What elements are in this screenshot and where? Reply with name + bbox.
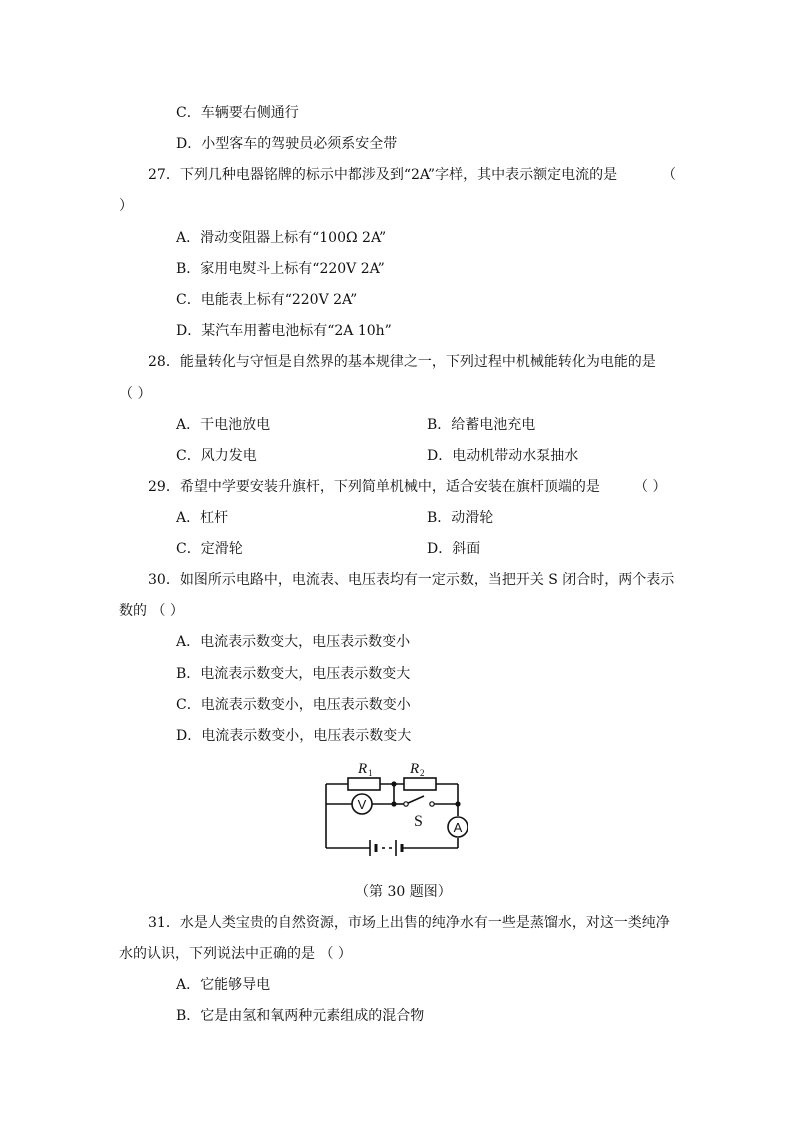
q27-paren-open: （ xyxy=(662,167,676,183)
voltmeter-label: V xyxy=(357,797,367,812)
q27-option-d: D．某汽车用蓄电池标有“2A 10h” xyxy=(176,323,392,339)
q27-paren-close: ） xyxy=(119,198,133,214)
q31-option-a: A．它能够导电 xyxy=(176,977,271,993)
q28-paren: （ ） xyxy=(119,386,152,402)
q28-option-b: B．给蓄电池充电 xyxy=(427,417,536,433)
q30-option-c: C．电流表示数变小，电压表示数变小 xyxy=(176,697,411,713)
q26-option-c: C．车辆要右侧通行 xyxy=(176,105,299,121)
q27-stem: 27．下列几种电器铭牌的标示中都涉及到“2A”字样，其中表示额定电流的是 xyxy=(148,167,618,183)
circuit-diagram xyxy=(318,756,468,862)
figure-caption: （第 30 题图） xyxy=(355,884,452,900)
q31-stem-line2: 水的认识，下列说法中正确的是 （ ） xyxy=(119,946,352,962)
q28-option-c: C．风力发电 xyxy=(176,448,257,464)
q29-paren: （ ） xyxy=(634,479,667,495)
q30-stem-line2: 数的 （ ） xyxy=(119,603,184,619)
switch-blade xyxy=(406,796,424,804)
q29-option-d: D．斜面 xyxy=(427,541,481,557)
q28-option-d: D．电动机带动水泵抽水 xyxy=(427,448,579,464)
r1-subscript: 1 xyxy=(368,768,373,778)
q27-option-c: C．电能表上标有“220V 2A” xyxy=(176,292,358,308)
q31-stem-line1: 31．水是人类宝贵的自然资源，市场上出售的纯净水有一些是蒸馏水，对这一类纯净 xyxy=(148,915,670,931)
q31-option-b: B．它是由氢和氧两种元素组成的混合物 xyxy=(176,1008,425,1024)
resistor-r1 xyxy=(348,778,380,790)
r1-label: R xyxy=(358,761,368,777)
q28-stem: 28．能量转化与守恒是自然界的基本规律之一，下列过程中机械能转化为电能的是 xyxy=(148,354,656,370)
q30-option-b: B．电流表示数变大，电压表示数变大 xyxy=(176,666,411,682)
q29-stem: 29．希望中学要安装升旗杆，下列简单机械中，适合安装在旗杆顶端的是 xyxy=(148,479,600,495)
r2-subscript: 2 xyxy=(420,768,425,778)
q29-option-a: A．杠杆 xyxy=(176,510,229,526)
q27-option-b: B．家用电熨斗上标有“220V 2A” xyxy=(176,261,385,277)
q27-option-a: A．滑动变阻器上标有“100Ω 2A” xyxy=(176,230,387,246)
q29-option-c: C．定滑轮 xyxy=(176,541,243,557)
switch-label: S xyxy=(414,813,423,830)
q29-option-b: B．动滑轮 xyxy=(427,510,494,526)
q26-option-d: D．小型客车的驾驶员必须系安全带 xyxy=(176,136,398,152)
q28-option-a: A．干电池放电 xyxy=(176,417,271,433)
r2-label: R xyxy=(410,761,420,777)
resistor-r2 xyxy=(404,778,436,790)
ammeter-label: A xyxy=(453,820,463,835)
q30-option-a: A．电流表示数变大，电压表示数变小 xyxy=(176,634,411,650)
q30-stem-line1: 30．如图所示电路中，电流表、电压表均有一定示数，当把开关 S 闭合时，两个表示 xyxy=(148,572,675,588)
q30-option-d: D．电流表示数变小，电压表示数变大 xyxy=(176,728,412,744)
